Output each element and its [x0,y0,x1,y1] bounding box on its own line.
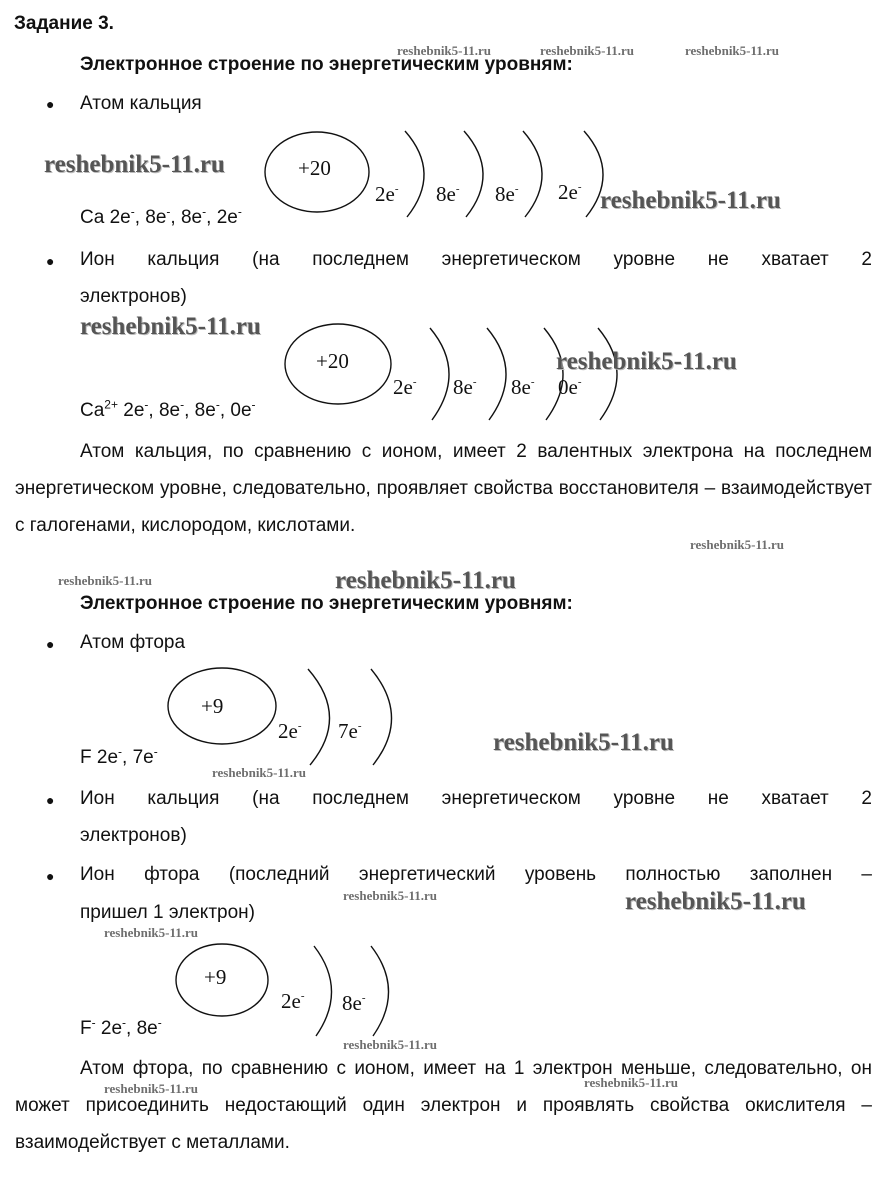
calcium-ion-label-line1: Ион кальция (на последнем энергетическом уровне не хватает 2 [80,249,872,270]
shell-label: 8e- [495,182,519,206]
watermark: reshebnik5-11.ru [690,537,785,552]
shell-arc-1 [405,131,424,217]
shell-arc-2 [487,328,506,420]
nucleus-charge: +20 [316,349,349,373]
shell-label: 8e- [342,991,366,1015]
watermark: reshebnik5-11.ru [584,1075,679,1090]
bullet-icon: ● [46,96,55,112]
shell-label: 2e- [278,719,302,743]
fluorine-ion-config: F- 2e-, 8e- [80,1015,162,1039]
shell-label: 7e- [338,719,362,743]
shell-arc-1 [314,946,332,1036]
watermark: reshebnik5-11.ru [685,43,780,58]
watermark: reshebnik5-11.ru [556,348,737,375]
shell-label: 2e- [375,182,399,206]
bullet-icon: ● [46,868,55,884]
watermark: reshebnik5-11.ru [493,729,674,756]
fluorine-atom-diagram [165,665,400,770]
calcium-atom-config: Ca 2e-, 8e-, 8e-, 2e- [80,204,242,228]
calcium-ion-label-line2: электронов) [80,286,187,307]
watermark: reshebnik5-11.ru [80,313,261,340]
section-heading-fluorine: Электронное строение по энергетическим уровням: [80,593,573,614]
watermark: reshebnik5-11.ru [335,567,516,594]
fluorine-ion-label-line2: пришел 1 электрон) [80,902,255,923]
fluorine-atom-config: F 2e-, 7e- [80,744,158,768]
bullet-icon: ● [46,636,55,652]
watermark: reshebnik5-11.ru [600,187,781,214]
calcium-atom-label: Атом кальция [80,93,202,114]
watermark: reshebnik5-11.ru [343,888,438,903]
watermark: reshebnik5-11.ru [343,1037,438,1052]
fluorine-ion-label-line1: Ион фтора (последний энергетический уровень полностью заполнен – [80,864,872,885]
nucleus-charge: +9 [201,694,224,718]
watermark: reshebnik5-11.ru [397,43,492,58]
watermark: reshebnik5-11.ru [212,765,307,780]
shell-label: 2e- [558,180,582,204]
shell-arc-1 [430,328,449,420]
bullet-icon: ● [46,253,55,269]
watermark: reshebnik5-11.ru [58,573,153,588]
calcium-ion-config: $Ca^{2+}$ 2e-, 8e-, 8e-, 0e- [80,397,256,421]
section-heading-calcium: Электронное строение по энергетическим уровням: [80,54,573,75]
calcium-atom-diagram [260,125,610,225]
shell-label: 0e- [558,375,582,399]
watermark: reshebnik5-11.ru [104,1081,199,1096]
fluorine-extra-bullet-line1: Ион кальция (на последнем энергетическом уровне не хватает 2 [80,788,872,809]
watermark: reshebnik5-11.ru [625,888,806,915]
shell-label: 8e- [453,375,477,399]
calcium-conclusion: Атом кальция, по сравнению с ионом, имеет 2 валентных электрона на последнем энергетическом уровне, следовательно, проявляет свойства восстановителя – взаимодействует с галогенами, кислородом, кислотами. [15,441,872,536]
task-title: Задание 3. [14,13,114,34]
shell-arc-1 [308,669,330,765]
shell-arc-2 [371,669,392,765]
shell-label: 2e- [393,375,417,399]
shell-label: 2e- [281,989,305,1013]
fluorine-conclusion: Атом фтора, по сравнению с ионом, имеет на 1 электрон меньше, следовательно, он может присоединить недостающий один электрон и проявлять свойства окислителя – взаимодействует с металлами. [15,1058,872,1153]
nucleus-charge: +20 [298,156,331,180]
watermark: reshebnik5-11.ru [104,925,199,940]
bullet-icon: ● [46,792,55,808]
shell-arc-2 [371,946,389,1036]
shell-arc-2 [464,131,483,217]
shell-label: 8e- [436,182,460,206]
fluorine-ion-diagram [170,940,405,1045]
watermark: reshebnik5-11.ru [44,151,225,178]
nucleus-charge: +9 [204,965,227,989]
fluorine-atom-label: Атом фтора [80,632,186,653]
fluorine-extra-bullet-line2: электронов) [80,825,187,846]
shell-label: 8e- [511,375,535,399]
watermark: reshebnik5-11.ru [540,43,635,58]
shell-arc-3 [523,131,542,217]
